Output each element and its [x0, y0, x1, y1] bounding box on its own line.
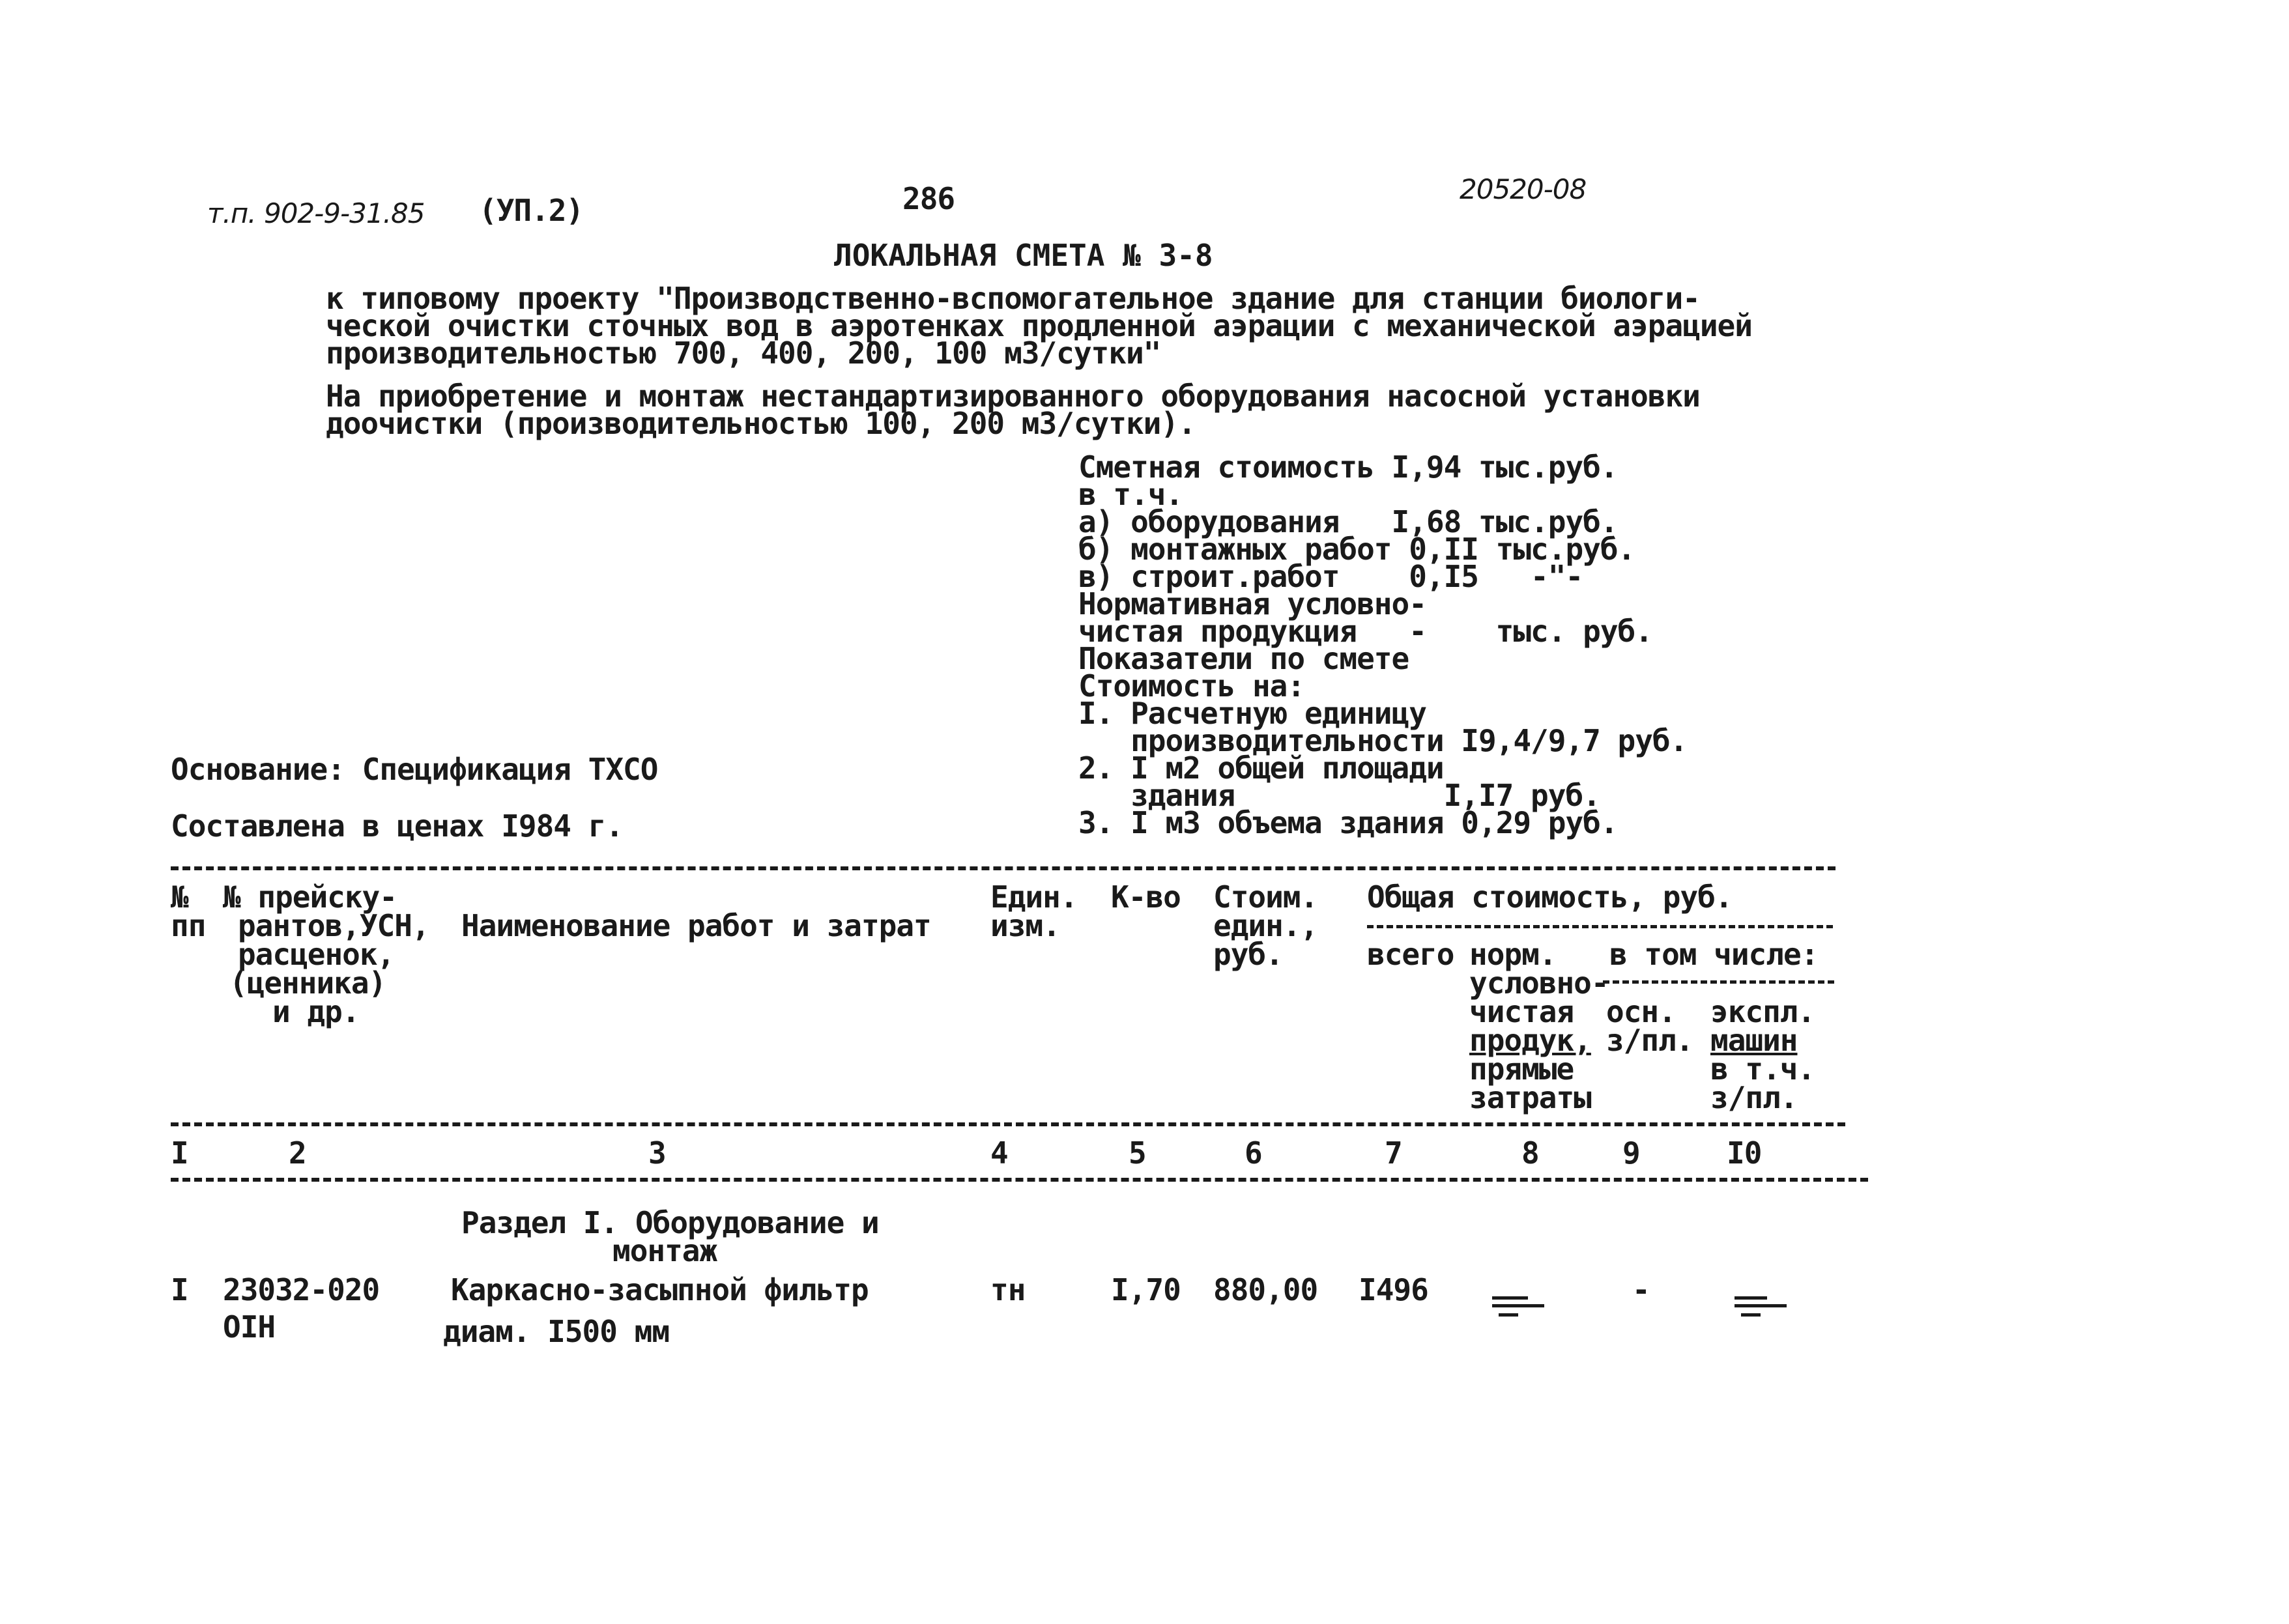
header-col10-line-1: экспл.: [1710, 994, 1815, 1029]
purpose-line-2: доочистки (производительностью 100, 200 м3/сутки).: [326, 406, 1196, 441]
header-group-rule: [1367, 925, 1833, 928]
summary-line-3: а) оборудования I,68 тыс.руб.: [1078, 504, 1618, 539]
summary-line-9: Стоимость на:: [1078, 668, 1305, 704]
row-code-line-2: ОIН: [223, 1309, 276, 1345]
summary-line-10: I. Расчетную единицу: [1078, 696, 1426, 731]
colnum-6: 6: [1245, 1135, 1262, 1171]
header-col2-line-3: расценок,: [238, 937, 395, 972]
header-col8-line-4: продук,: [1469, 1023, 1591, 1058]
header-col1-line-1: №: [171, 879, 188, 915]
header-col5: К-во: [1111, 879, 1181, 915]
header-col1-line-2: пп: [171, 908, 206, 943]
document-number: 20520-08: [1460, 173, 1587, 205]
colnum-4: 4: [990, 1135, 1008, 1171]
header-col2-line-2: рантов,УСН,: [238, 908, 429, 943]
row-name-line-2: диам. I500 мм: [443, 1314, 670, 1349]
header-col2-line-1: № прейску-: [223, 879, 397, 915]
summary-line-13: здания I,I7 руб.: [1078, 778, 1600, 813]
summary-line-14: 3. I м3 объема здания 0,29 руб.: [1078, 805, 1618, 840]
colnum-8: 8: [1521, 1135, 1539, 1171]
description-line-1: к типовому проекту "Производственно-вспомогательное здание для станции биологи-: [326, 281, 1700, 316]
header-col8-line-1: норм.: [1469, 937, 1557, 972]
header-col8-line-6: затраты: [1469, 1080, 1591, 1115]
project-code: т.п. 902-9-31.85: [207, 197, 425, 229]
row-total: I496: [1359, 1272, 1428, 1307]
header-col6-line-2: един.,: [1213, 908, 1318, 943]
summary-line-11: производительности I9,4/9,7 руб.: [1078, 723, 1688, 758]
summary-line-7: чистая продукция - тыс. руб.: [1078, 614, 1652, 649]
basis-text: Основание: Спецификация ТХСО: [171, 752, 658, 787]
header-col10-line-4: з/пл.: [1710, 1080, 1798, 1115]
header-col9-line-1: осн.: [1606, 994, 1676, 1029]
header-col7: всего: [1367, 937, 1454, 972]
colnum-9: 9: [1622, 1135, 1640, 1171]
header-col4-line-1: Един.: [990, 879, 1078, 915]
colnum-7: 7: [1385, 1135, 1402, 1171]
colnum-10: I0: [1727, 1135, 1762, 1171]
purpose-line-1: На приобретение и монтаж нестандартизированного оборудования насосной установки: [326, 378, 1700, 414]
section-title-line-2: монтаж: [612, 1233, 717, 1268]
header-col4-line-2: изм.: [990, 908, 1060, 943]
colnum-1: I: [171, 1135, 188, 1171]
page-number: 286: [902, 181, 955, 216]
header-col3: Наименование работ и затрат: [461, 908, 931, 943]
header-col10-line-3: в т.ч.: [1710, 1051, 1815, 1087]
header-bottom-rule: [171, 1122, 1845, 1126]
row-unit: тн: [990, 1272, 1026, 1307]
header-group: Общая стоимость, руб.: [1367, 879, 1733, 915]
document-title: ЛОКАЛЬНАЯ СМЕТА № 3-8: [834, 238, 1213, 273]
row-name-line-1: Каркасно-засыпной фильтр: [451, 1272, 869, 1307]
header-col2-line-5: и др.: [272, 994, 360, 1029]
row-quantity: I,70: [1111, 1272, 1181, 1307]
row-col10-mark: [1735, 1296, 1780, 1316]
row-code-line-1: 23032-020: [223, 1272, 380, 1307]
summary-line-1: Сметная стоимость I,94 тыс.руб.: [1078, 449, 1618, 485]
table-top-rule: [171, 866, 1836, 870]
header-col8-line-3: чистая: [1469, 994, 1574, 1029]
colnum-2: 2: [289, 1135, 306, 1171]
header-col8-line-2: условно-: [1469, 965, 1609, 1001]
summary-line-5: в) строит.работ 0,I5 -"-: [1078, 559, 1583, 594]
summary-line-6: Нормативная условно-: [1078, 586, 1426, 621]
header-subgroup-rule: [1603, 980, 1834, 984]
row-col9: -: [1632, 1272, 1650, 1307]
summary-line-2: в т.ч.: [1078, 477, 1183, 512]
colnum-5: 5: [1129, 1135, 1146, 1171]
summary-line-8: Показатели по смете: [1078, 641, 1409, 676]
description-line-2: ческой очистки сточных вод в аэротенках продленной аэрации с механической аэрацией: [326, 308, 1752, 343]
summary-line-12: 2. I м2 общей площади: [1078, 750, 1444, 786]
header-col9-line-2: з/пл.: [1606, 1023, 1693, 1058]
header-col2-line-4: (ценника): [229, 965, 386, 1001]
prices-text: Составлена в ценах I984 г.: [171, 808, 624, 844]
numbers-bottom-rule: [171, 1178, 1868, 1182]
header-col10-line-2: машин: [1710, 1023, 1798, 1058]
description-line-3: производительностью 700, 400, 200, 100 м3/сутки": [326, 335, 1161, 371]
summary-line-4: б) монтажных работ 0,II тыс.руб.: [1078, 532, 1635, 567]
header-col6-line-1: Стоим.: [1213, 879, 1318, 915]
row-unit-cost: 880,00: [1213, 1272, 1318, 1307]
header-group-sub: в том числе:: [1609, 937, 1819, 972]
album-label: (УП.2): [479, 193, 584, 228]
header-col6-line-3: руб.: [1213, 937, 1283, 972]
row-col8-mark: [1492, 1296, 1538, 1316]
row-number: I: [171, 1272, 188, 1307]
header-col8-line-5: прямые: [1469, 1051, 1574, 1087]
colnum-3: 3: [648, 1135, 666, 1171]
section-title-line-1: Раздел I. Оборудование и: [461, 1205, 879, 1240]
